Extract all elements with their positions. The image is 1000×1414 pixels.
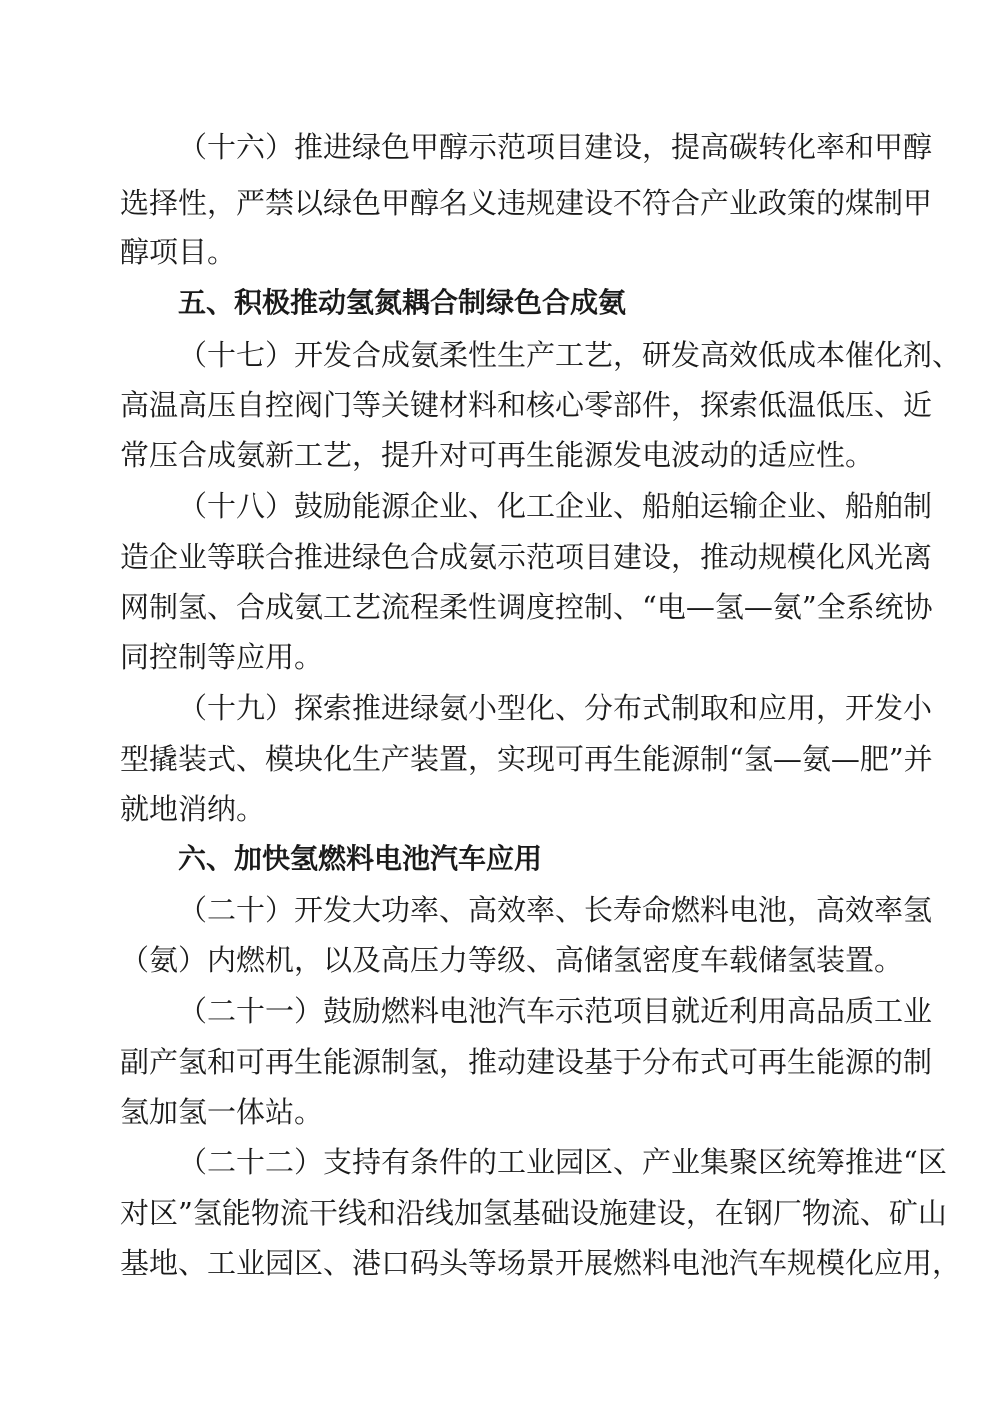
para-18-line-4: 同控制等应用。	[120, 640, 324, 674]
para-21-line-1: （二十一）鼓励燃料电池汽车示范项目就近利用高品质工业	[178, 994, 933, 1028]
section-heading-6: 六、加快氢燃料电池汽车应用	[178, 842, 543, 875]
para-22-line-1: （二十二）支持有条件的工业园区、产业集聚区统筹推进“区	[178, 1145, 947, 1179]
para-18-line-2: 造企业等联合推进绿色合成氨示范项目建设，推动规模化风光离	[120, 540, 933, 574]
para-16-line-2: 选择性，严禁以绿色甲醇名义违规建设不符合产业政策的煤制甲	[120, 186, 933, 220]
para-20-line-1: （二十）开发大功率、高效率、长寿命燃料电池，高效率氢	[178, 893, 933, 927]
para-19-line-3: 就地消纳。	[120, 792, 266, 826]
para-21-line-2: 副产氢和可再生能源制氢，推动建设基于分布式可再生能源的制	[120, 1045, 933, 1079]
para-17-line-1: （十七）开发合成氨柔性生产工艺，研发高效低成本催化剂、	[178, 338, 962, 372]
para-22-line-3: 基地、工业园区、港口码头等场景开展燃料电池汽车规模化应用，	[120, 1246, 962, 1280]
para-20-line-2: （氨）内燃机，以及高压力等级、高储氢密度车载储氢装置。	[120, 943, 904, 977]
para-19-line-2: 型撬装式、模块化生产装置，实现可再生能源制“氢—氨—肥”并	[120, 742, 933, 776]
para-17-line-3: 常压合成氨新工艺，提升对可再生能源发电波动的适应性。	[120, 438, 875, 472]
para-16-line-1: （十六）推进绿色甲醇示范项目建设，提高碳转化率和甲醇	[178, 130, 933, 164]
para-17-line-2: 高温高压自控阀门等关键材料和核心零部件，探索低温低压、近	[120, 388, 933, 422]
para-18-line-1: （十八）鼓励能源企业、化工企业、船舶运输企业、船舶制	[178, 489, 933, 523]
para-19-line-1: （十九）探索推进绿氨小型化、分布式制取和应用，开发小	[178, 691, 933, 725]
para-21-line-3: 氢加氢一体站。	[120, 1095, 324, 1129]
section-heading-5: 五、积极推动氢氮耦合制绿色合成氨	[178, 286, 627, 319]
para-18-line-3: 网制氢、合成氨工艺流程柔性调度控制、“电—氢—氨”全系统协	[120, 590, 933, 624]
para-22-line-2: 对区”氢能物流干线和沿线加氢基础设施建设，在钢厂物流、矿山	[120, 1196, 947, 1230]
para-16-line-3: 醇项目。	[120, 235, 237, 269]
